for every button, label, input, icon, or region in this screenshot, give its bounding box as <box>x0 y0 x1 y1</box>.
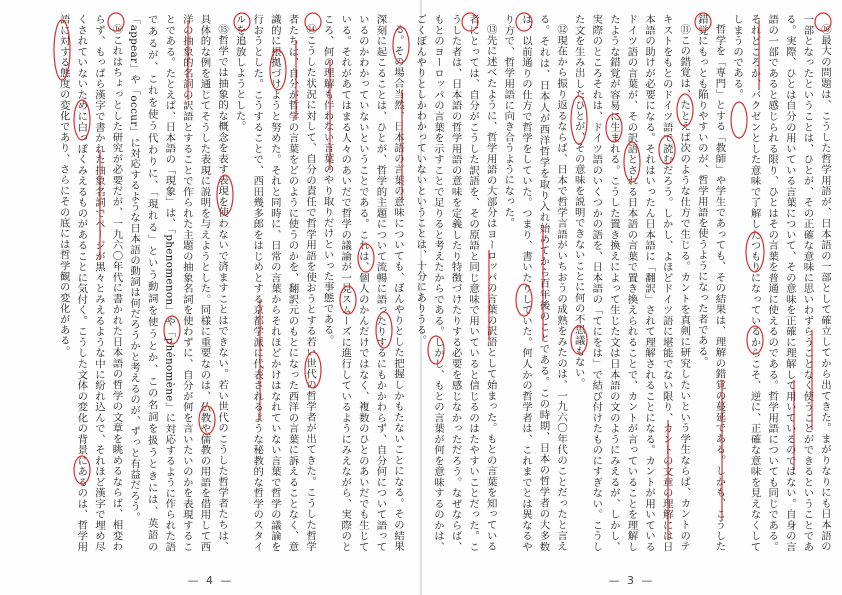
paragraph: ⑬先に述べたように、哲学用語の大部分はヨーロッパの言葉の訳語として始まった。もとの言葉を知っている者にとっては、自分がこうした訳語を、その原語と同じ意味で用いていると信じるのはたやすいことだった。こうした者は、日本語の哲学用語の意味を定義したり特徴づけたりする必要を感じなかっただろう。なぜならば、もとのヨーロッパの言葉を示すことで足りると考えたからである。しかし、もとの言葉が何を意味するのかは、ごくぼんやりとしかわかっていないということは、十分にありうる。 <box>414 14 497 552</box>
right-page-body <box>414 14 833 552</box>
page-number-left: — 4 — <box>187 574 234 587</box>
left-page-body <box>58 14 406 552</box>
right-page <box>414 0 842 595</box>
paragraph: ⑩最大の問題は、こうした哲学用語が、日本語の一部として確立してから出てきた。まがりなりにも日本語の一部となったということは、ひとが、その正確な意味に思いわずらうことなく使うことができるということである。実際、ひとは自分の用いている言葉について、その意味を正確に理解して用いているのではない。自身の言語の一部であると感じられる限り、ひとはその言葉を普通に使えるのである。哲学用語についても同じである。それどころか、バクゼンとした意味で了解したつもりになっているからこそ、逆に、正確な意味を見えなくしてしまうのである。 <box>731 14 831 552</box>
paragraph: ⑭こうした状況に対して、自分の責任で哲学用語を使おうとする若い世代の哲学者が出てきた。こうした哲学者たちは、自分が哲学の言葉をどのように使うのかを、翻訳元のもとになった西洋の言葉に訴えることなく、意識的に根拠づけようと努めた。それと同時に、日常の言葉からそれほどかけはなれていない言葉で哲学の議論を行おうとした。こうすることで、西田幾多郎をはじめとする京都学派に代表されるような秘教的な哲学のスタイルを追放しようとした。 <box>233 14 317 552</box>
page-number-right: — 3 — <box>608 574 655 587</box>
paragraph: ⑯これはちょっとした研究が必要だが、一九六〇年代に書かれた日本語の哲学の文章を眺めるならば、相変わらず、もっぱら漢字で書かれた抽象名詞でページが黒々とみえるような中に紛れ込んで、それほど漢字で埋め尽くされていないために白っぽくみえるものがあることに気付く。こうした文体の変化の背景にあるのは、哲学用語に対する態度の変化であり、さらにその底には哲学観の変化がある。 <box>57 14 123 552</box>
paragraph: る。その場合当然、日本語の言葉の意味についても、ぼんやりとした把握しかもたないことになる。その結果深刻に起こることは、ひとが、哲学的主題について流暢に語ったりするにもかかわらず、自分何について語っているのかわかっていないということである。これは、個人のかんだけではなく、複数のひとのあいだでも生じている。それがあてはまる人々のあいだで哲学の議論が一見スムーズに進行しているようにみえながら、実際のところ、何の理解も伴わない言葉のやり取りだけといった事態である。 <box>321 14 404 552</box>
paragraph: 哲学を「専門」とする「教師」や学生であっても、その結果は、理解の錯覚の蔓延である。しかも、こうした錯覚にもっとも陥りやすいのが、哲学用語を使うようになった者である。 <box>695 14 726 552</box>
paragraph: ⑪この錯覚は、たとえば次のような仕方で生じる。カントを真剣に研究したいという学生ならば、カントのテキストをもとのドイツ語で読むだろう。しかし、よほどドイツ語に堪能でない限り、カントの文章の理解には日本語の助けが必要になる。それはいったん日本語に「翻訳」されて理解されることになる。カントが用いているドイツ語の言葉が、その訳語とされる日本語の言葉で置き換えられることで、カントが言っていることを理解したような錯覚が容易に生まれる。こうした置き換えによって生じた文は日本語の文のようにみえるが、しかし、実際のところそれは、ドイツ語のいくつかの語を、日本語の「てにをは」で結び付けたものにすぎない。こうした文を生み出したひとが、その意味を説明できないことに何の不思議もない。 <box>572 14 691 552</box>
paragraph: ⑮哲学では抽象的な概念を表す表現を使わないで済ますことはできない。若い世代のこうした哲学者たちは、具体的な例を通じてそうした表現に説明を与えようとした。同様に重要なのは、仏教や儒教の用語を借用して西洋の抽象的名詞の訳語とすることで作られた主題の抽象名詞を使わずに、自分が何を言いたいのかを表現することである。たとえば、日本語の「現象」は、「phenomenon」や「phénomène」に対応するように作られた語であるが、これを使う代わりに、「現れる」という動詞を使うとか、この名詞を扱うときには、英語の「appear」や「occur」に対応するような日本語の動詞は何だろうかと考えるのが、ずっと有益だろう。 <box>128 14 229 552</box>
paragraph: ⑫現在から振り返るならば、日本で哲学言語がいちおうの成熟をみたのは、一九六〇年代のことだったと言える。それは、日本人が西洋哲学を取り入れ始めてから百年後のことである。この時期、日本の哲学者の大多数は、以前通りの仕方で哲学をしていた。つまり、書いたりしていた。何人かの哲学者は、これまでとは異なるやり方で、哲学用語に向き合うようになった。 <box>502 14 568 552</box>
